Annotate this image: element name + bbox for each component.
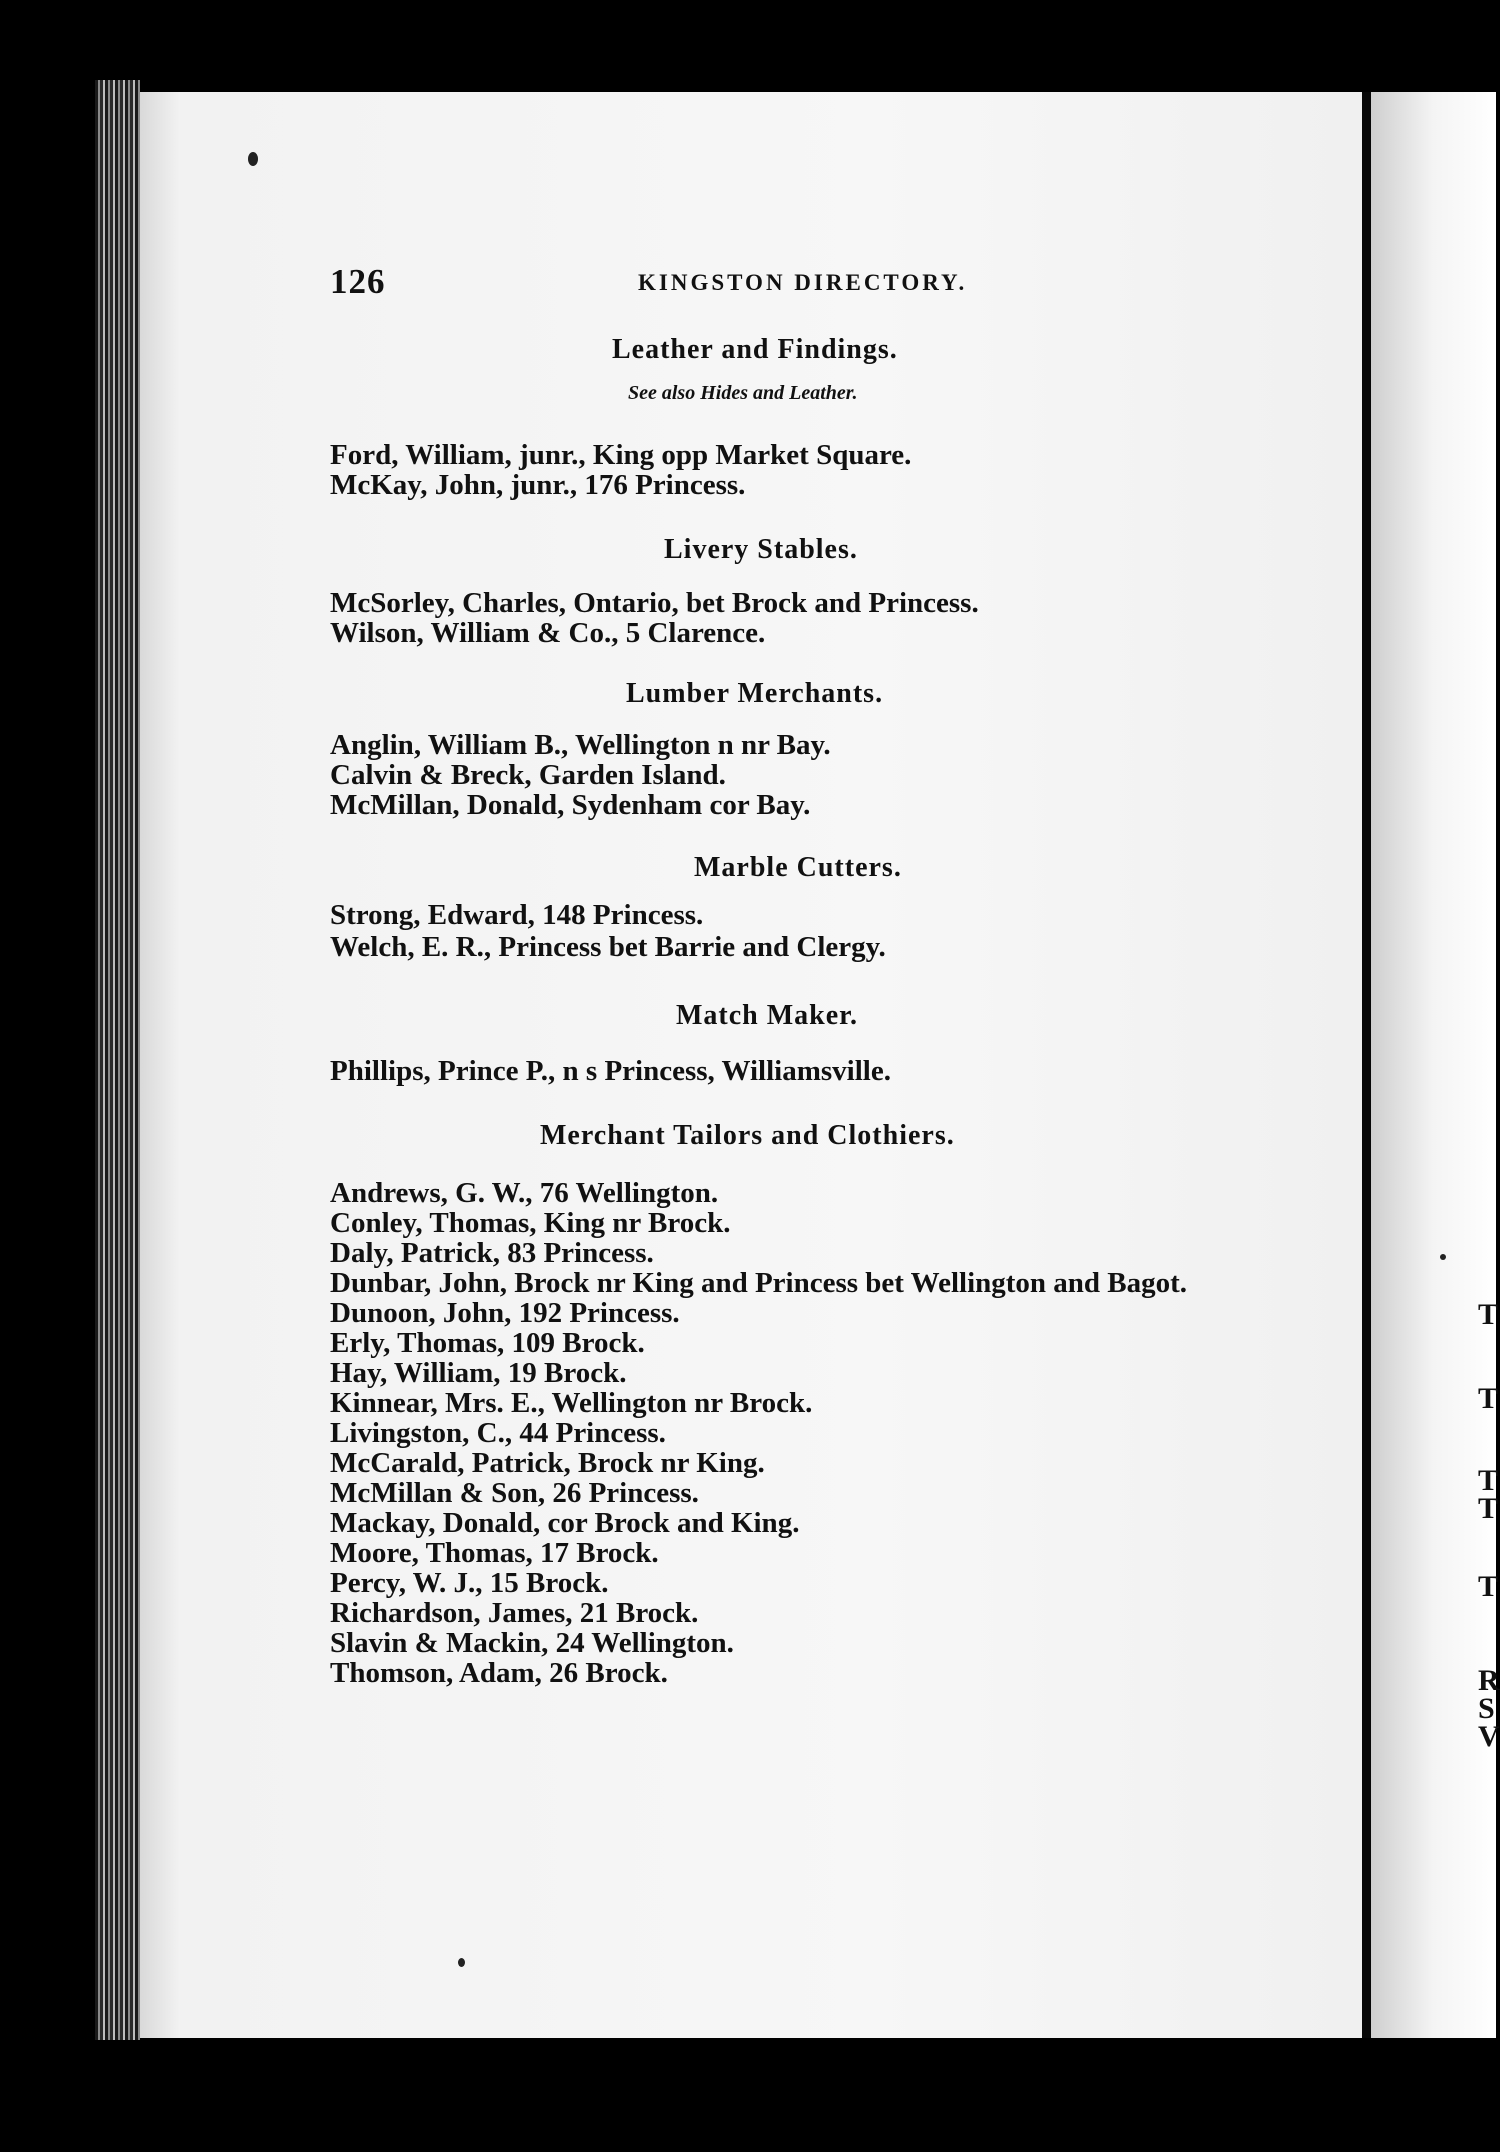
ink-speck — [458, 1958, 465, 1967]
list-item: Percy, W. J., 15 Brock. — [330, 1567, 609, 1599]
list-item: Calvin & Breck, Garden Island. — [330, 759, 726, 791]
adjacent-page-letter: R — [1478, 1664, 1500, 1697]
list-item: McKay, John, junr., 176 Princess. — [330, 469, 746, 501]
list-item: Andrews, G. W., 76 Wellington. — [330, 1177, 719, 1209]
list-item: Conley, Thomas, King nr Brock. — [330, 1207, 731, 1239]
adjacent-page-letter: T — [1478, 1298, 1499, 1331]
section-heading: Marble Cutters. — [694, 852, 902, 883]
running-title: KINGSTON DIRECTORY. — [638, 270, 968, 295]
adjacent-page-letter: T — [1478, 1382, 1499, 1415]
list-item: McMillan & Son, 26 Princess. — [330, 1477, 699, 1509]
list-item: Daly, Patrick, 83 Princess. — [330, 1237, 654, 1269]
list-item: Dunbar, John, Brock nr King and Princess bet Wellington and Bagot. — [330, 1267, 1188, 1299]
list-item: McCarald, Patrick, Brock nr King. — [330, 1447, 765, 1479]
adjacent-page-letter: T — [1478, 1492, 1499, 1525]
list-item: Erly, Thomas, 109 Brock. — [330, 1327, 645, 1359]
section-heading: Lumber Merchants. — [626, 678, 884, 709]
list-item: Mackay, Donald, cor Brock and King. — [330, 1507, 800, 1539]
list-item: Wilson, William & Co., 5 Clarence. — [330, 617, 766, 649]
section-heading: Merchant Tailors and Clothiers. — [540, 1120, 955, 1151]
list-item: Kinnear, Mrs. E., Wellington nr Brock. — [330, 1387, 813, 1419]
list-item: Richardson, James, 21 Brock. — [330, 1597, 699, 1629]
list-item: Thomson, Adam, 26 Brock. — [330, 1657, 668, 1689]
list-item: McMillan, Donald, Sydenham cor Bay. — [330, 789, 811, 821]
section-note: See also Hides and Leather. — [628, 382, 858, 404]
adjacent-page-letter: T — [1478, 1570, 1499, 1603]
list-item: Moore, Thomas, 17 Brock. — [330, 1537, 659, 1569]
ink-speck — [248, 152, 258, 166]
adjacent-page-letter: V — [1478, 1720, 1500, 1753]
page-number: 126 — [330, 262, 386, 301]
list-item: Strong, Edward, 148 Princess. — [330, 899, 704, 931]
section-heading: Leather and Findings. — [612, 334, 898, 365]
section-heading: Livery Stables. — [664, 534, 858, 565]
list-item: Dunoon, John, 192 Princess. — [330, 1297, 680, 1329]
list-item: Livingston, C., 44 Princess. — [330, 1417, 666, 1449]
list-item: Anglin, William B., Wellington n nr Bay. — [330, 729, 831, 761]
list-item: Slavin & Mackin, 24 Wellington. — [330, 1627, 734, 1659]
list-item: McSorley, Charles, Ontario, bet Brock and Princess. — [330, 587, 979, 619]
list-item: Hay, William, 19 Brock. — [330, 1357, 627, 1389]
book-spine-edge — [95, 80, 140, 2040]
section-heading: Match Maker. — [676, 1000, 859, 1031]
adjacent-page-letter: S — [1478, 1692, 1495, 1725]
ink-speck — [1440, 1254, 1446, 1260]
list-item: Welch, E. R., Princess bet Barrie and Clergy. — [330, 931, 886, 963]
page-header — [330, 262, 1330, 302]
list-item: Ford, William, junr., King opp Market Square. — [330, 439, 912, 471]
list-item: Phillips, Prince P., n s Princess, Williamsville. — [330, 1055, 891, 1087]
gutter-shadow — [1362, 92, 1371, 2038]
adjacent-page-letter: T — [1478, 1464, 1499, 1497]
